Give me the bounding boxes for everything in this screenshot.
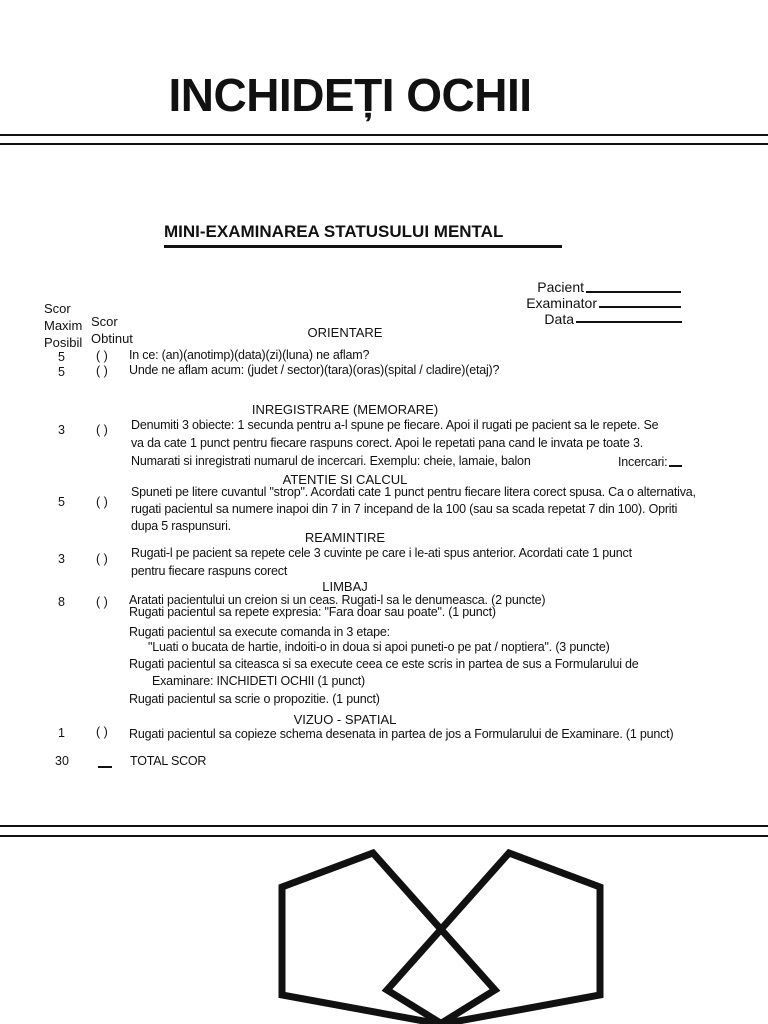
divider-top-2 bbox=[0, 143, 768, 145]
language-score[interactable]: ( ) bbox=[96, 595, 108, 609]
visuospatial-score[interactable]: ( ) bbox=[96, 725, 108, 739]
language-text-5: Rugati pacientul sa citeasca si sa execute ceea ce este scris in partea de sus a Formularului de bbox=[129, 657, 639, 671]
patient-field[interactable] bbox=[586, 291, 681, 293]
orientation-place-text: Unde ne aflam acum: (judet / sector)(tara)(oras)(spital / cladire)(etaj)? bbox=[129, 363, 500, 377]
orientation-place-max: 5 bbox=[58, 365, 65, 379]
section-visuospatial: VIZUO - SPATIAL bbox=[293, 712, 397, 727]
attention-text-2: rugati pacientul sa numere inapoi din 7 in 7 incepand de la 100 (sau sa scada repetat 7 din 100). Opriti bbox=[131, 502, 678, 516]
patient-label: Pacient bbox=[537, 279, 584, 295]
obtained-score-header-line1: Scor bbox=[91, 314, 118, 329]
form-title: MINI-EXAMINAREA STATUSULUI MENTAL bbox=[164, 222, 504, 241]
orientation-time-score[interactable]: ( ) bbox=[96, 349, 108, 363]
left-pentagon bbox=[282, 853, 495, 1024]
registration-max: 3 bbox=[58, 423, 65, 437]
registration-text-1: Denumiti 3 obiecte: 1 secunda pentru a-l spune pe fiecare. Apoi il rugati pe pacient sa le repete. Se bbox=[131, 418, 659, 432]
attention-score[interactable]: ( ) bbox=[96, 495, 108, 509]
examiner-label: Examinator bbox=[526, 295, 597, 311]
right-pentagon bbox=[387, 853, 600, 1024]
recall-score[interactable]: ( ) bbox=[96, 552, 108, 566]
recall-text-1: Rugati-l pe pacient sa repete cele 3 cuvinte pe care i le-ati spus anterior. Acordati cate 1 punct bbox=[131, 546, 632, 560]
total-score-field[interactable] bbox=[98, 766, 112, 768]
divider-bottom-1 bbox=[0, 825, 768, 827]
language-text-6: Examinare: INCHIDETI OCHII (1 punct) bbox=[152, 674, 365, 688]
date-field[interactable] bbox=[576, 321, 682, 323]
section-attention: ATENTIE SI CALCUL bbox=[282, 472, 408, 487]
language-max: 8 bbox=[58, 595, 65, 609]
section-registration: INREGISTRARE (MEMORARE) bbox=[251, 402, 439, 417]
intersecting-pentagons-figure bbox=[270, 845, 620, 1024]
language-text-1: Aratati pacientului un creion si un ceas. Rugati-l sa le denumeasca. (2 puncte) bbox=[129, 593, 546, 607]
registration-text-2: va da cate 1 punct pentru fiecare raspuns corect. Apoi le repetati pana cand le invata pe toate 3. bbox=[131, 436, 643, 450]
language-text-7: Rugati pacientul sa scrie o propozitie. (1 punct) bbox=[129, 692, 380, 706]
divider-top-1 bbox=[0, 134, 768, 136]
examiner-field[interactable] bbox=[599, 306, 681, 308]
close-eyes-instruction: INCHIDEȚI OCHII bbox=[168, 69, 532, 121]
recall-max: 3 bbox=[58, 552, 65, 566]
language-text-4: "Luati o bucata de hartie, indoiti-o in doua si apoi puneti-o pe pat / noptiera". (3 puncte) bbox=[148, 640, 610, 654]
orientation-place-score[interactable]: ( ) bbox=[96, 364, 108, 378]
orientation-time-text: In ce: (an)(anotimp)(data)(zi)(luna) ne aflam? bbox=[129, 348, 370, 362]
attention-text-3: dupa 5 raspunsuri. bbox=[131, 519, 231, 533]
section-recall: REAMINTIRE bbox=[304, 530, 386, 545]
section-orientation: ORIENTARE bbox=[307, 325, 383, 340]
attention-text-1: Spuneti pe litere cuvantul "strop". Acordati cate 1 punct pentru fiecare litera corect spusa. Ca o alternativa, bbox=[131, 485, 696, 499]
registration-trials-label: Incercari: bbox=[618, 455, 668, 469]
total-max: 30 bbox=[55, 754, 69, 768]
registration-text-3: Numarati si inregistrati numarul de incercari. Exemplu: cheie, lamaie, balon bbox=[131, 454, 531, 468]
section-language: LIMBAJ bbox=[322, 579, 368, 594]
orientation-time-max: 5 bbox=[58, 350, 65, 364]
language-text-3: Rugati pacientul sa execute comanda in 3 etape: bbox=[129, 625, 390, 639]
date-label: Data bbox=[544, 311, 574, 327]
visuospatial-text: Rugati pacientul sa copieze schema desenata in partea de jos a Formularului de Examinare. (1 punct) bbox=[129, 727, 674, 741]
max-score-header-line3: Posibil bbox=[44, 335, 83, 350]
form-title-underline bbox=[164, 245, 562, 248]
registration-trials-field[interactable] bbox=[669, 465, 682, 467]
total-label: TOTAL SCOR bbox=[130, 754, 207, 768]
obtained-score-header-line2: Obtinut bbox=[91, 331, 133, 346]
max-score-header-line1: Scor bbox=[44, 301, 71, 316]
attention-max: 5 bbox=[58, 495, 65, 509]
max-score-header-line2: Maxim bbox=[44, 318, 83, 333]
recall-text-2: pentru fiecare raspuns corect bbox=[131, 564, 288, 578]
visuospatial-max: 1 bbox=[58, 726, 65, 740]
registration-score[interactable]: ( ) bbox=[96, 423, 108, 437]
divider-bottom-2 bbox=[0, 835, 768, 837]
language-text-2: Rugati pacientul sa repete expresia: "Fara doar sau poate". (1 punct) bbox=[129, 605, 496, 619]
